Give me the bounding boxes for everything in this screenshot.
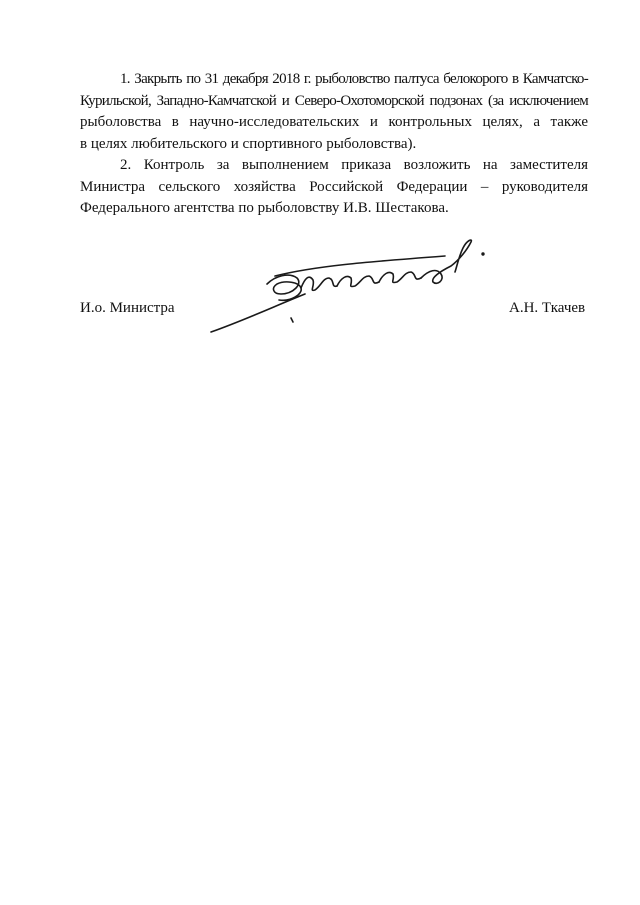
paragraph-2-line-2: Министра сельского хозяйства Российской Федерации – руководителя — [80, 178, 588, 195]
paragraph-2-line-3: Федерального агентства по рыболовству И.В. Шестакова. — [80, 200, 449, 216]
signatory-name: А.Н. Ткачев — [509, 300, 586, 316]
paragraph-2 — [80, 155, 588, 220]
handwritten-signature-icon — [205, 232, 505, 342]
paragraph-1-line-2: Курильской, Западно-Камчатской и Северо-Охотоморской подзонах (за исключением — [80, 92, 588, 109]
paragraph-1 — [80, 69, 588, 155]
paragraph-1-line-1: 1. Закрыть по 31 декабря 2018 г. рыболовство палтуса белокорого в Камчатско- — [120, 71, 588, 87]
paragraph-1-line-4: в целях любительского и спортивного рыболовства). — [80, 135, 417, 152]
signatory-title: И.о. Министра — [80, 300, 175, 316]
paragraph-2-line-1: 2. Контроль за выполнением приказа возложить на заместителя — [120, 157, 588, 173]
paragraph-1-line-3: рыболовства в научно-исследовательских и контрольных целях, а также — [80, 114, 588, 130]
